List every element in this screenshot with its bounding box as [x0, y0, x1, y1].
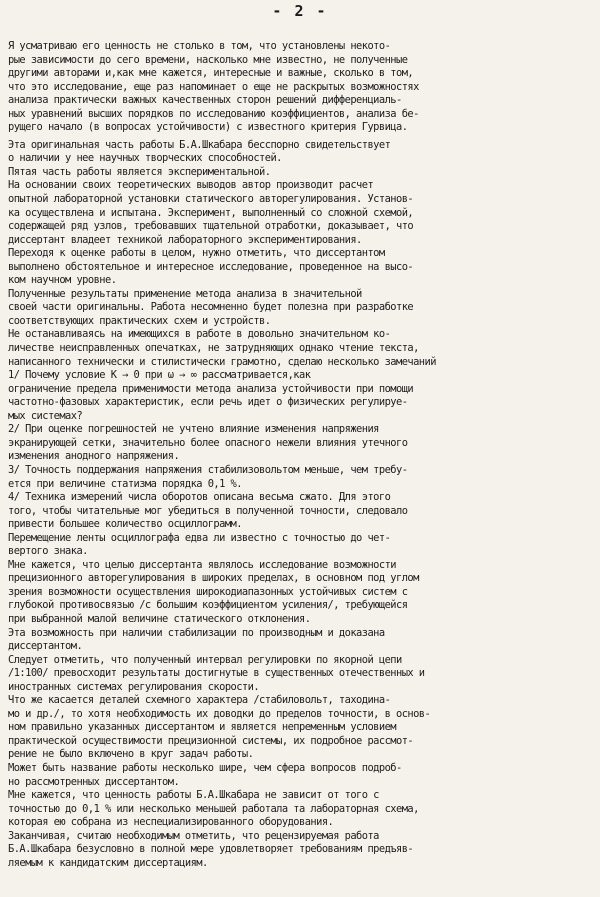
text-line: но рассмотренных диссертантом. — [8, 775, 180, 788]
text-line: рущего начало (в вопросах устойчивости) с известного критерия Гурвица. — [8, 121, 408, 134]
text-line: Следует отметить, что полученный интервал регулировки по якорной цепи — [8, 653, 402, 666]
text-line: /1:100/ превосходит результаты достигнутые в существенных отечественных и — [8, 667, 425, 680]
text-line: глубокой противосвязью /с большим коэффициентом усиления/, требующейся — [8, 599, 408, 612]
text-line: содержащей ряд узлов, требовавших тщательной отработки, доказывает, что — [8, 220, 414, 233]
text-line: Мне кажется, что целью диссертанта являлось исследование возможности — [8, 558, 396, 571]
document-body — [8, 40, 592, 870]
text-line: мых системах? — [8, 409, 83, 422]
text-line: ка осуществлена и испытана. Эксперимент, выполненный со сложной схемой, — [8, 206, 414, 219]
text-line: Пятая часть работы является экспериментальной. — [8, 165, 271, 178]
text-line: 2/ При оценке погрешностей не учтено влияние изменения напряжения — [8, 423, 379, 436]
text-line: ляемым к кандидатским диссертациям. — [8, 856, 208, 869]
text-line: точностью до 0,1 % или несколько меньшей работала та лабораторная схема, — [8, 802, 419, 815]
text-line: ется при величине статизма порядка 0,1 %. — [8, 477, 242, 490]
text-line: другими авторами и,как мне кажется, интересные и важные, сколько в том, — [8, 67, 414, 80]
text-line: диссертант владеет техникой лабораторного экспериментирования. — [8, 233, 362, 246]
text-line: частотно-фазовых характеристик, если речь идет о физических регулируе- — [8, 396, 408, 409]
text-line: при выбранной малой величине статического отклонения. — [8, 612, 311, 625]
text-line: Эта оригинальная часть работы Б.А.Шкабара бесспорно свидетельствует — [8, 138, 391, 151]
text-line: о наличии у нее научных творческих способностей. — [8, 152, 282, 165]
text-line: Не останавливаясь на имеющихся в работе в довольно значительном ко- — [8, 328, 391, 341]
text-line: вертого знака. — [8, 545, 88, 558]
text-line: 4/ Техника измерений числа оборотов описана весьма сжато. Для этого — [8, 491, 391, 504]
text-line: что это исследование, еще раз напоминает о еще не раскрытых возможностях — [8, 80, 419, 93]
text-line: мо и др./, то хотя необходимость их доводки до пределов точности, в основ- — [8, 707, 431, 720]
text-line: соответствующих практических схем и устройств. — [8, 314, 271, 327]
text-line: прецизионного авторегулирования в широких пределах, в основном под углом — [8, 572, 419, 585]
text-line: Я усматриваю его ценность не столько в том, что установлены некото- — [8, 40, 391, 52]
text-line: Полученные результаты применение метода анализа в значительной — [8, 287, 362, 300]
text-line: выполнено обстоятельное и интересное исследование, проведенное на высо- — [8, 260, 414, 273]
text-line: личестве неисправленных опечатках, не затрудняющих однако чтение текста, — [8, 342, 419, 355]
text-line: Перемещение ленты осциллографа едва ли известно с точностью до чет- — [8, 531, 391, 544]
text-line: рение не было включено в круг задач работы. — [8, 748, 254, 761]
text-line: практической осуществимости прецизионной системы, их подробное рассмот- — [8, 734, 414, 747]
text-line: своей части оригинальны. Работа несомненно будет полезна при разработке — [8, 301, 414, 314]
text-line: ном правильно указанных диссертантом и является непременным условием — [8, 721, 396, 734]
text-line: Заканчивая, считаю необходимым отметить, что рецензируемая работа — [8, 829, 379, 842]
text-line: ком научном уровне. — [8, 274, 117, 287]
text-line: Может быть название работы несколько шире, чем сфера вопросов подроб- — [8, 761, 402, 774]
text-line: Переходя к оценке работы в целом, нужно отметить, что диссертантом — [8, 247, 385, 260]
text-line: Мне кажется, что ценность работы Б.А.Шкабара не зависит от того с — [8, 789, 379, 802]
text-line: которая ею собрана из неспециализированного оборудования. — [8, 816, 334, 829]
text-line: зрения возможности осуществления широкодиапазонных устойчивых систем с — [8, 585, 408, 598]
text-line: 1/ Почему условие K → 0 при ω → ∞ рассматривается,как — [8, 369, 311, 382]
text-line: ограничение предела применимости метода анализа устойчивости при помощи — [8, 382, 414, 395]
text-line: написанного технически и стилистически грамотно, сделаю несколько замечаний — [8, 355, 436, 368]
text-line: ных уравнений высших порядков по исследованию коэффициентов, анализа бе- — [8, 107, 419, 120]
text-line: анализа практически важных качественных сторон решений дифференциаль- — [8, 94, 402, 107]
text-line: Эта возможность при наличии стабилизации по производным и доказана — [8, 626, 385, 639]
text-line: 3/ Точность поддержания напряжения стабилизовольтом меньше, чем требу- — [8, 463, 408, 476]
text-line: Что же касается деталей схемного характера /стабиловольт, таходина- — [8, 694, 391, 707]
text-line: опытной лабораторной установки статического авторегулирования. Установ- — [8, 193, 414, 206]
text-line: иностранных системах регулирования скорости. — [8, 680, 260, 693]
text-line: того, чтобы читательные мог убедиться в полученной точности, следовало — [8, 504, 408, 517]
text-line: рые зависимости до сего времени, насколько мне известно, не полученные — [8, 53, 408, 66]
text-line: экранирующей сетки, значительно более опасного нежели влияния утечного — [8, 436, 408, 449]
text-line: привести большее количество осциллограмм. — [8, 518, 242, 531]
text-line: диссертантом. — [8, 640, 83, 653]
text-line: изменения анодного напряжения. — [8, 450, 180, 463]
text-line: Б.А.Шкабара безусловно в полной мере удовлетворяет требованиям предъяв- — [8, 843, 414, 856]
page-number: - 2 - — [272, 2, 328, 20]
text-line: На основании своих теоретических выводов автор производит расчет — [8, 179, 374, 192]
